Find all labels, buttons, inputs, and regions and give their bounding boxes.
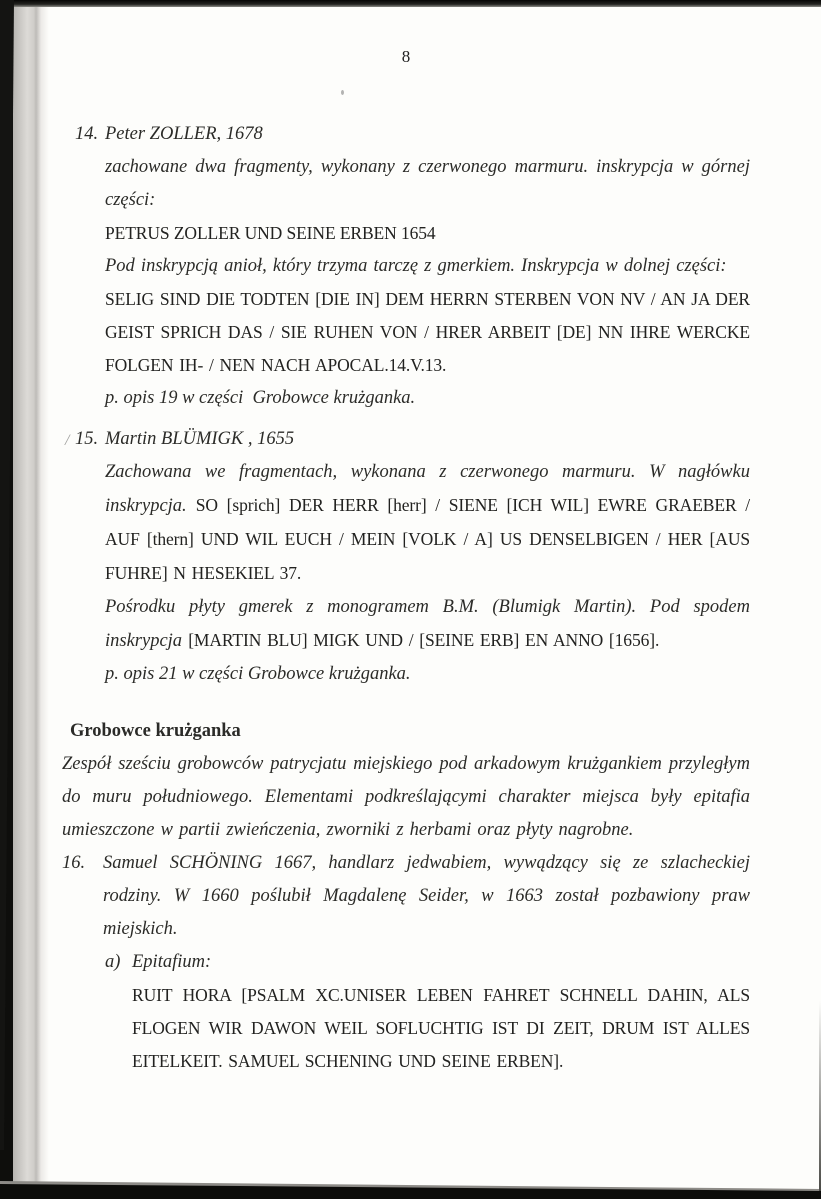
- epitaph-inscription: RUIT HORA [PSALM XC.UNISER LEBEN FAHRET SCHNELL DAHIN, ALS FLOGEN WIR DAWON WEIL SOFLUCHTIG IST DI ZEIT, DRUM IST ALLES EITELKEIT. SAMUEL SCHENING UND SEINE ERBEN].: [132, 985, 750, 1071]
- stray-mark: /: [65, 432, 70, 449]
- section-body: Zespół sześciu grobowców patrycjatu miejskiego pod arkadowym krużgankiem przyległym do muru południowego. Elementami podkreślającymi charakter miejsca były epitafia umieszczone w partii zwieńczenia, zworniki z herbami oraz płyty nagrobne.: [62, 754, 750, 840]
- item-title: Peter ZOLLER, 1678: [105, 124, 263, 144]
- inscription-text: SO [sprich] DER HERR [herr] / SIENE [ICH WIL] EWRE GRAEBER / AUF [thern] UND WIL EUCH / MEIN [VOLK / A] US DENSELBIGEN / HER [AUS FUHRE] N HESEKIEL 37.: [105, 495, 750, 583]
- item-description: Samuel SCHÖNING 1667, handlarz jedwabiem, wywądzący się ze szlacheckiej rodziny. W 1660 poślubił Magdalenę Seider, w 1663 został pozbawiony praw miejskich.: [103, 853, 750, 939]
- page-number: 8: [401, 47, 411, 66]
- inscription-text: SELIG SIND DIE TODTEN [DIE IN] DEM HERRN STERBEN VON NV / AN JA DER GEIST SPRICH DAS / SIE RUHEN VON / HRER ARBEIT [DE] NN IHRE WERCKE FOLGEN IH- / NEN NACH APOCAL.14.V.13.: [105, 289, 750, 375]
- inscription-text: PETRUS ZOLLER UND SEINE ERBEN 1654: [105, 223, 436, 243]
- section-heading: Grobowce krużganka: [70, 721, 241, 741]
- sub-item-a: [103, 946, 750, 1078]
- sub-item-marker: a): [105, 952, 121, 972]
- item-number: 15.: [75, 429, 99, 449]
- item-title: Martin BLÜMIGK , 1655: [105, 429, 295, 449]
- catalog-item-16: [62, 847, 750, 1078]
- cross-reference: p. opis 19 w części Grobowce krużganka.: [105, 388, 416, 408]
- item-number: 14.: [75, 124, 99, 144]
- description-lead: Pośrodku płyty gmerek z monogramem B.M. (Blumigk Martin). Pod spodem inskrypcja: [105, 597, 750, 651]
- sub-item-label: Epitafium:: [132, 952, 212, 972]
- description-lead: Zachowana we fragmentach, wykonana z czerwonego marmuru. W nagłówku inskrypcja.: [105, 462, 750, 516]
- inscription-text: [MARTIN BLU] MIGK UND / [SEINE ERB] EN ANNO [1656].: [188, 630, 660, 650]
- page-curl-shadow: [13, 6, 49, 1186]
- item-number: 16.: [62, 853, 86, 873]
- scan-top-edge: [0, 0, 821, 7]
- section-grobowce-kruzganka: [62, 715, 750, 847]
- item-description: [105, 456, 750, 591]
- catalog-item-14: [62, 118, 750, 415]
- cross-reference: p. opis 21 w części Grobowce krużganka.: [105, 664, 411, 684]
- catalog-item-15: [62, 423, 750, 691]
- item-description: zachowane dwa fragmenty, wykonany z czerwonego marmuru. inskrypcja w górnej części:: [105, 157, 750, 210]
- page-content: [62, 0, 750, 1078]
- item-description: [105, 591, 750, 658]
- item-description: Pod inskrypcją anioł, który trzyma tarczę z gmerkiem. Inskrypcja w dolnej części:: [105, 256, 727, 276]
